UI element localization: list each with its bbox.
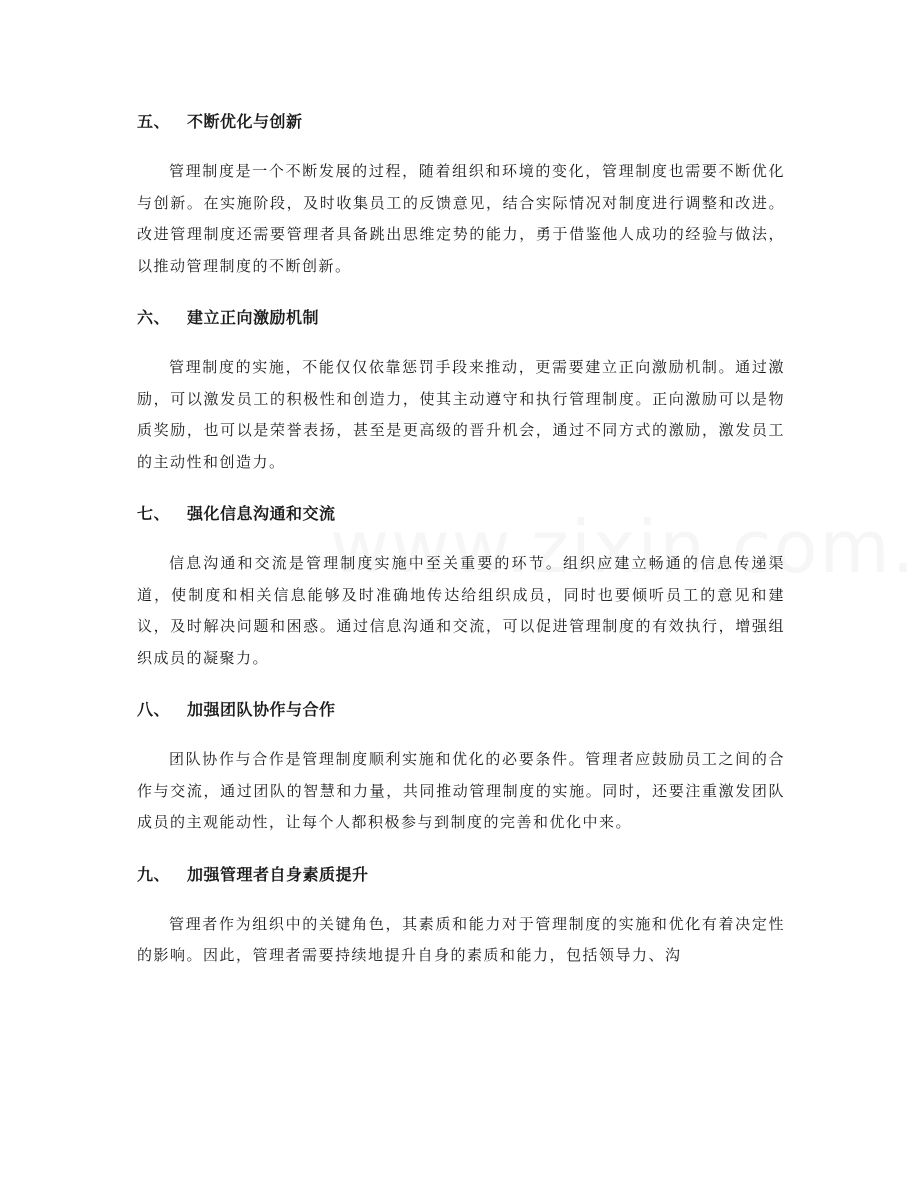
section-6: [137, 300, 785, 478]
section-number: 七、: [137, 504, 171, 523]
section-number: 九、: [137, 864, 171, 884]
section-title: 不断优化与创新: [187, 112, 303, 131]
section-title: 加强团队协作与合作: [187, 700, 336, 719]
section-heading: [137, 496, 785, 532]
section-9: [137, 857, 785, 972]
section-paragraph: 管理制度是一个不断发展的过程，随着组织和环境的变化，管理制度也需要不断优化与创新。在实施阶段，及时收集员工的反馈意见，结合实际情况对制度进行调整和改进。改进管理制度还需要管理者具备跳出思维定势的能力，勇于借鉴他人成功的经验与做法，以推动管理制度的不断创新。: [137, 162, 785, 275]
section-title: 建立正向激励机制: [187, 308, 320, 327]
section-5: [137, 104, 785, 282]
section-number: 八、: [137, 700, 171, 719]
section-7: [137, 496, 785, 674]
document-body: [137, 104, 785, 990]
section-heading: [137, 104, 785, 140]
section-paragraph: 信息沟通和交流是管理制度实施中至关重要的环节。组织应建立畅通的信息传递渠道，使制度和相关信息能够及时准确地传达给组织成员，同时也要倾听员工的意见和建议，及时解决问题和困惑。通过信息沟通和交流，可以促进管理制度的有效执行，增强组织成员的凝聚力。: [137, 554, 785, 667]
section-paragraph: 管理者作为组织中的关键角色，其素质和能力对于管理制度的实施和优化有着决定性的影响。因此，管理者需要持续地提升自身的素质和能力，包括领导力、沟: [137, 914, 785, 964]
section-paragraph: 团队协作与合作是管理制度顺利实施和优化的必要条件。管理者应鼓励员工之间的合作与交流，通过团队的智慧和力量，共同推动管理制度的实施。同时，还要注重激发团队成员的主观能动性，让每个人都积极参与到制度的完善和优化中来。: [137, 750, 785, 831]
section-8: [137, 692, 785, 839]
section-number: 五、: [137, 112, 171, 131]
section-heading: [137, 857, 785, 893]
section-heading: [137, 300, 785, 336]
section-title: 强化信息沟通和交流: [187, 504, 336, 523]
section-title: 加强管理者自身素质提升: [187, 864, 369, 884]
section-number: 六、: [137, 308, 171, 327]
section-heading: [137, 692, 785, 728]
section-paragraph: 管理制度的实施，不能仅仅依靠惩罚手段来推动，更需要建立正向激励机制。通过激励，可以激发员工的积极性和创造力，使其主动遵守和执行管理制度。正向激励可以是物质奖励，也可以是荣誉表扬，甚至是更高级的晋升机会，通过不同方式的激励，激发员工的主动性和创造力。: [137, 358, 785, 471]
